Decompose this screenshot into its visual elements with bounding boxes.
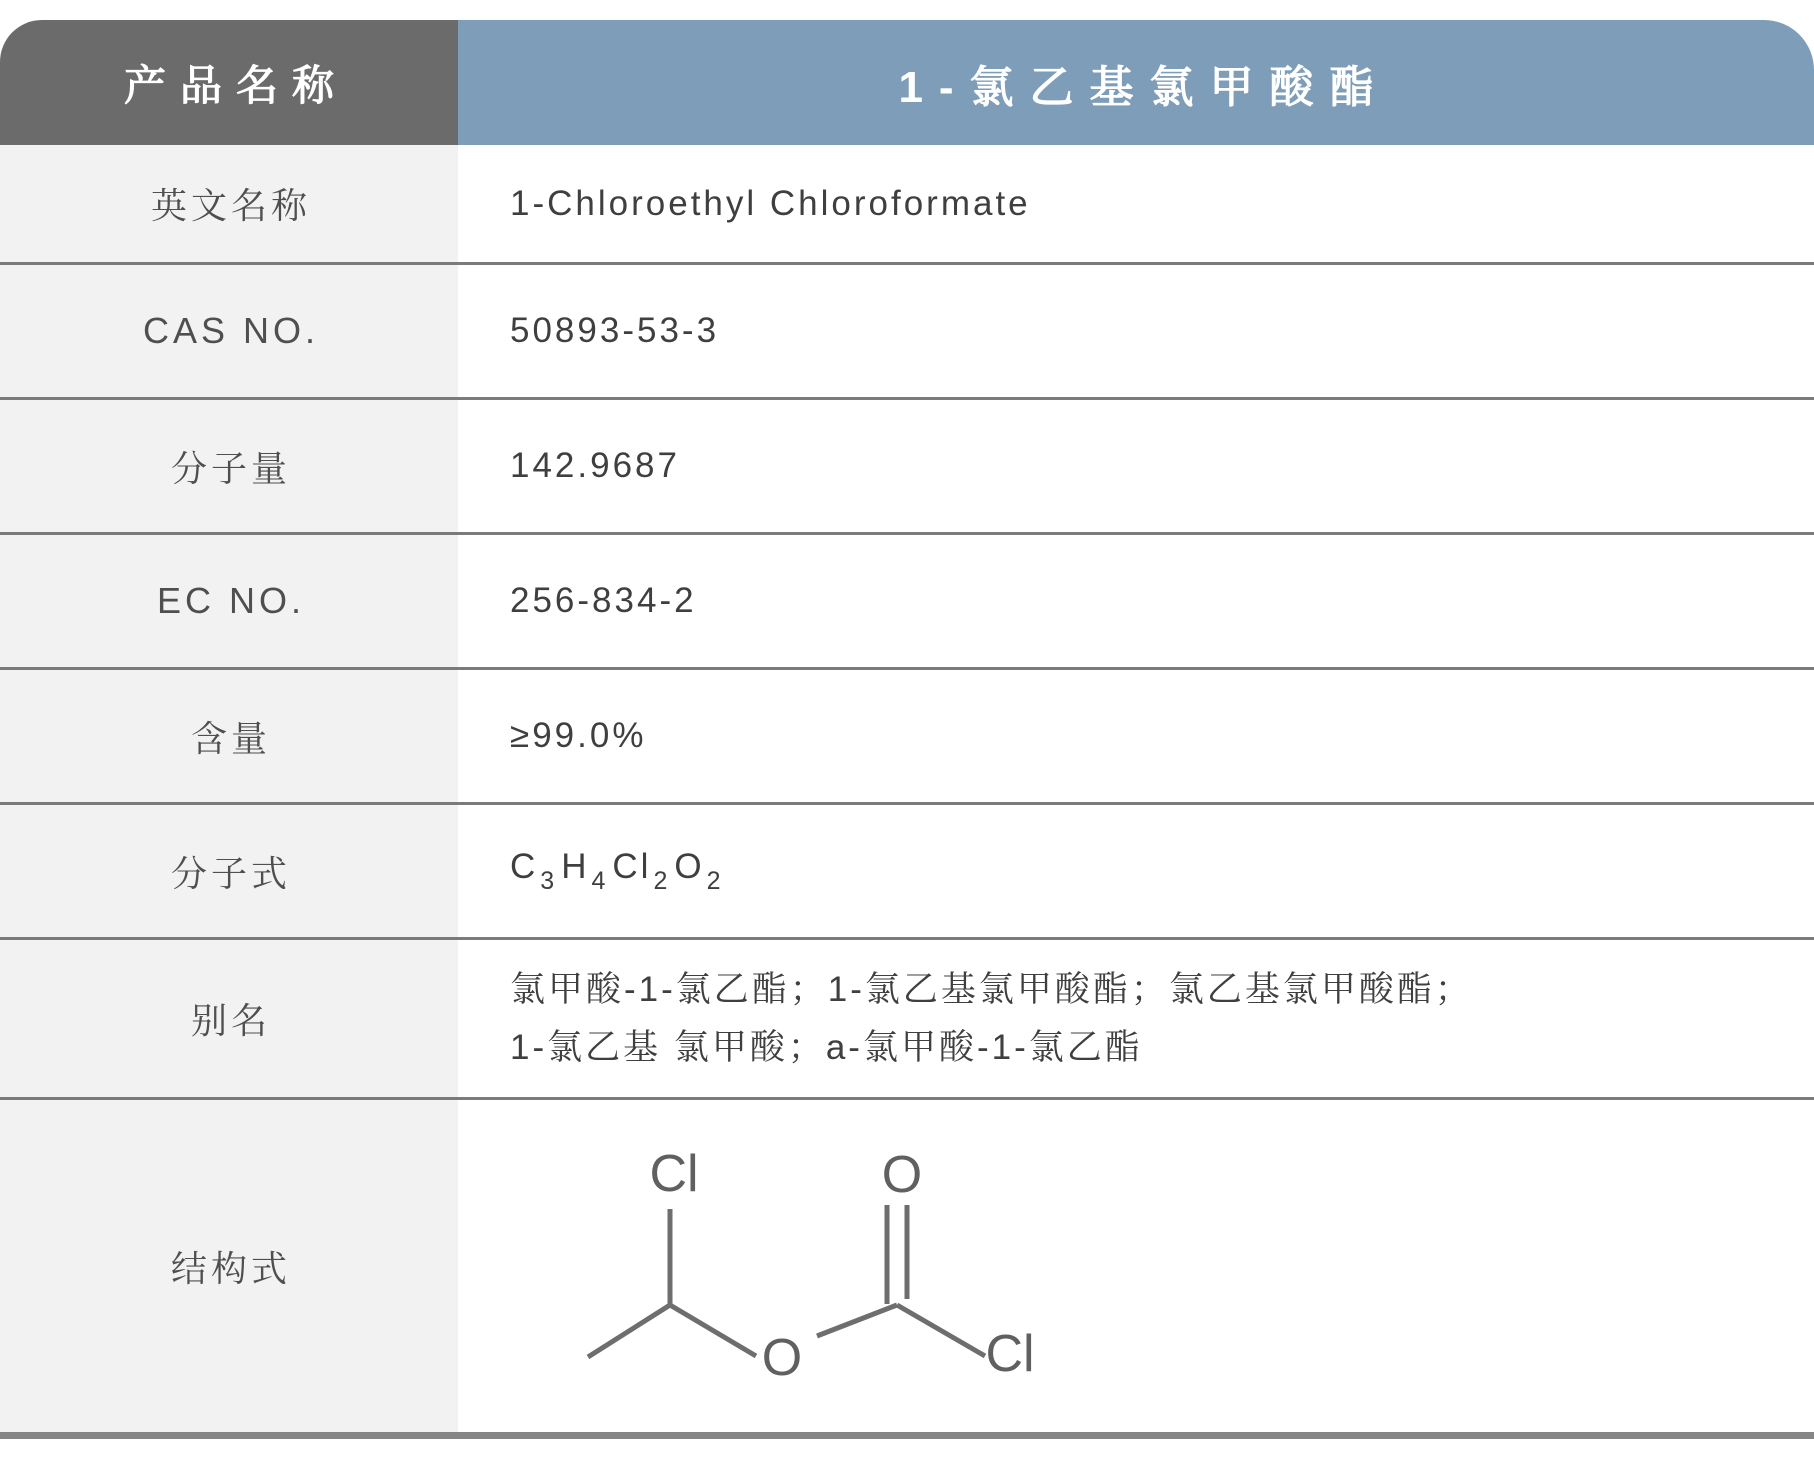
bond-c-cl (897, 1305, 985, 1356)
row-value-cell (458, 805, 1814, 937)
structure-label: 结构式 (170, 1247, 291, 1289)
bond-o-c (817, 1305, 897, 1336)
table-row-molecular-formula (0, 805, 1814, 940)
english-name-label: 英文名称 (150, 185, 311, 226)
product-spec-table (0, 20, 1814, 1439)
formula-subscript: 4 (591, 866, 608, 895)
atom-label-o-carbonyl: O (881, 1145, 923, 1204)
formula-element: C (510, 846, 539, 886)
purity-label: 含量 (190, 717, 271, 759)
row-value-cell (458, 145, 1814, 262)
molecular-formula-label: 分子式 (170, 852, 291, 894)
table-row-molecular-weight (0, 400, 1814, 535)
row-label-cell (0, 670, 458, 802)
table-row-english-name (0, 145, 1814, 265)
table-row-cas-no (0, 265, 1814, 400)
molecular-weight-label: 分子量 (170, 447, 291, 489)
product-name-header: 产品名称 (123, 61, 348, 109)
chemical-structure-drawing (553, 1144, 1043, 1389)
header-label-cell (0, 20, 458, 145)
purity-value: ≥99.0% (510, 716, 647, 755)
table-row-purity (0, 670, 1814, 805)
row-label-cell (0, 265, 458, 397)
table-row-aliases (0, 940, 1814, 1100)
header-value-cell (458, 20, 1814, 145)
cas-no-value: 50893-53-3 (510, 311, 720, 350)
row-label-cell (0, 535, 458, 667)
formula-element: Cl (612, 846, 652, 886)
alias-line-2: 1-氯乙基 氯甲酸；a-氯甲酸-1-氯乙酯 (510, 1027, 1143, 1067)
cas-no-label: CAS NO. (142, 310, 320, 351)
row-value-cell (458, 940, 1814, 1097)
row-label-cell (0, 940, 458, 1097)
atom-label-o-ester: O (761, 1328, 803, 1387)
table-row-ec-no (0, 535, 1814, 670)
formula-subscript: 2 (653, 866, 670, 895)
ec-no-label: EC NO. (156, 580, 305, 621)
table-bottom-rule (0, 1432, 1814, 1439)
product-name-value: 1-氯乙基氯甲酸酯 (898, 62, 1390, 112)
row-value-cell (458, 670, 1814, 802)
row-value-cell (458, 400, 1814, 532)
formula-subscript: 2 (706, 866, 723, 895)
bond-ch-o (670, 1305, 756, 1356)
molecular-formula-value (510, 847, 727, 896)
atom-label-cl-right: Cl (985, 1324, 1035, 1383)
atom-label-cl-top: Cl (649, 1144, 699, 1203)
aliases-label: 别名 (190, 1000, 271, 1041)
row-label-cell (0, 400, 458, 532)
formula-element: H (561, 846, 590, 886)
aliases-value (510, 961, 1473, 1077)
table-row-structure (0, 1100, 1814, 1432)
row-label-cell (0, 805, 458, 937)
english-name-value: 1-Chloroethyl Chloroformate (510, 183, 1031, 223)
row-label-cell (0, 1100, 458, 1432)
table-header-row (0, 20, 1814, 145)
formula-subscript: 3 (540, 866, 557, 895)
formula-element: O (674, 846, 705, 886)
ec-no-value: 256-834-2 (510, 581, 697, 620)
bond-ch-ch3 (588, 1305, 670, 1357)
row-label-cell (0, 145, 458, 262)
alias-line-1: 氯甲酸-1-氯乙酯；1-氯乙基氯甲酸酯；氯乙基氯甲酸酯； (510, 969, 1473, 1009)
row-value-cell (458, 1100, 1814, 1432)
row-value-cell (458, 265, 1814, 397)
molecular-weight-value: 142.9687 (510, 446, 680, 485)
row-value-cell (458, 535, 1814, 667)
